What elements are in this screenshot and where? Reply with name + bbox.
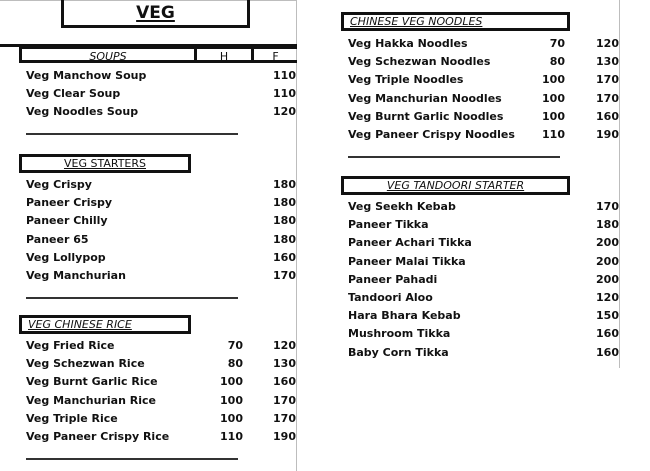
tandoori-header — [341, 176, 570, 195]
menu-title-box — [61, 0, 250, 28]
menu-item-name: Veg Manchurian Noodles — [348, 91, 502, 105]
half-price: 80 — [227, 357, 243, 371]
menu-item-name: Paneer Malai Tikka — [348, 254, 466, 268]
full-price: 160 — [273, 250, 296, 264]
full-price: 170 — [596, 200, 619, 213]
menu-item-name: Paneer Chilly — [26, 214, 108, 228]
menu-item-name: Paneer 65 — [26, 232, 89, 246]
full-price: 180 — [273, 178, 296, 191]
full-price: 160 — [596, 109, 619, 123]
half-price: 100 — [220, 375, 243, 389]
full-column-header: F — [272, 50, 279, 63]
starters-title: VEG STARTERS — [63, 157, 146, 170]
full-price: 180 — [273, 214, 296, 228]
full-price: 120 — [273, 339, 296, 352]
full-price: 160 — [273, 375, 296, 389]
full-price: 130 — [596, 55, 619, 69]
menu-item-name: Veg Fried Rice — [26, 339, 115, 352]
starters-header — [19, 154, 191, 173]
menu-item-name: Veg Lollypop — [26, 250, 106, 264]
full-price: 110 — [273, 69, 296, 82]
half-price: 70 — [549, 37, 565, 50]
menu-title: VEG — [136, 3, 175, 23]
menu-item-name: Veg Schezwan Rice — [26, 357, 145, 371]
full-price: 200 — [596, 272, 619, 286]
menu-item-name: Paneer Crispy — [26, 196, 113, 210]
soups-header — [19, 46, 297, 63]
half-price: 100 — [220, 393, 243, 407]
menu-item-name: Veg Burnt Garlic Noodles — [348, 109, 504, 123]
full-price: 190 — [596, 128, 619, 141]
half-price: 100 — [542, 91, 565, 105]
menu-item-name: Veg Paneer Crispy Rice — [26, 430, 170, 443]
full-price: 110 — [273, 87, 296, 101]
full-price: 170 — [596, 91, 619, 105]
full-price: 120 — [596, 291, 619, 304]
menu-item-name: Paneer Pahadi — [348, 272, 438, 286]
full-price: 170 — [273, 269, 296, 282]
menu-item-name: Veg Crispy — [26, 178, 92, 191]
menu-item-name: Paneer Tikka — [348, 218, 429, 232]
rice-header — [19, 315, 191, 334]
full-price: 190 — [273, 430, 296, 443]
half-price: 100 — [542, 109, 565, 123]
full-price: 170 — [596, 73, 619, 87]
full-price: 180 — [596, 218, 619, 232]
menu-item-name: Tandoori Aloo — [348, 291, 433, 304]
menu-item-name: Veg Clear Soup — [26, 87, 121, 101]
menu-item-name: Veg Paneer Crispy Noodles — [348, 128, 515, 141]
menu-item-name: Veg Schezwan Noodles — [348, 55, 491, 69]
half-price: 80 — [549, 55, 565, 69]
tandoori-title: VEG TANDOORI STARTER — [386, 179, 525, 192]
full-price: 170 — [273, 411, 296, 425]
half-price: 110 — [220, 430, 243, 443]
full-price: 160 — [596, 345, 619, 359]
noodles-title: CHINESE VEG NOODLES — [350, 15, 483, 28]
full-price: 120 — [596, 37, 619, 50]
menu-item-name: Veg Seekh Kebab — [348, 200, 456, 213]
menu-item-name: Veg Triple Rice — [26, 411, 118, 425]
divider — [348, 156, 560, 158]
full-price: 160 — [596, 327, 619, 341]
full-price: 200 — [596, 254, 619, 268]
full-price: 150 — [596, 309, 619, 323]
half-price: 100 — [542, 73, 565, 87]
half-column-header: H — [197, 49, 254, 60]
menu-item-name: Veg Burnt Garlic Rice — [26, 375, 158, 389]
full-price: 180 — [273, 232, 296, 246]
full-price: 200 — [596, 236, 619, 250]
half-price: 70 — [227, 339, 243, 352]
divider — [26, 297, 238, 299]
soups-title: SOUPS — [22, 49, 197, 60]
menu-item-name: Paneer Achari Tikka — [348, 236, 472, 250]
noodles-header — [341, 12, 570, 31]
menu-item-name: Mushroom Tikka — [348, 327, 451, 341]
menu-item-name: Veg Triple Noodles — [348, 73, 464, 87]
rice-title: VEG CHINESE RICE — [28, 318, 132, 331]
menu-item-name: Hara Bhara Kebab — [348, 309, 461, 323]
half-price: 100 — [220, 411, 243, 425]
full-price: 180 — [273, 196, 296, 210]
divider — [26, 458, 238, 460]
menu-item-name: Veg Manchurian Rice — [26, 393, 156, 407]
menu-item-name: Baby Corn Tikka — [348, 345, 449, 359]
menu-item-name: Veg Noodles Soup — [26, 105, 139, 119]
full-price: 170 — [273, 393, 296, 407]
full-price: 120 — [273, 105, 296, 119]
menu-item-name: Veg Manchow Soup — [26, 69, 147, 82]
divider — [26, 133, 238, 135]
menu-item-name: Veg Manchurian — [26, 269, 126, 282]
half-price: 110 — [542, 128, 565, 141]
menu-item-name: Veg Hakka Noodles — [348, 37, 468, 50]
full-price: 130 — [273, 357, 296, 371]
